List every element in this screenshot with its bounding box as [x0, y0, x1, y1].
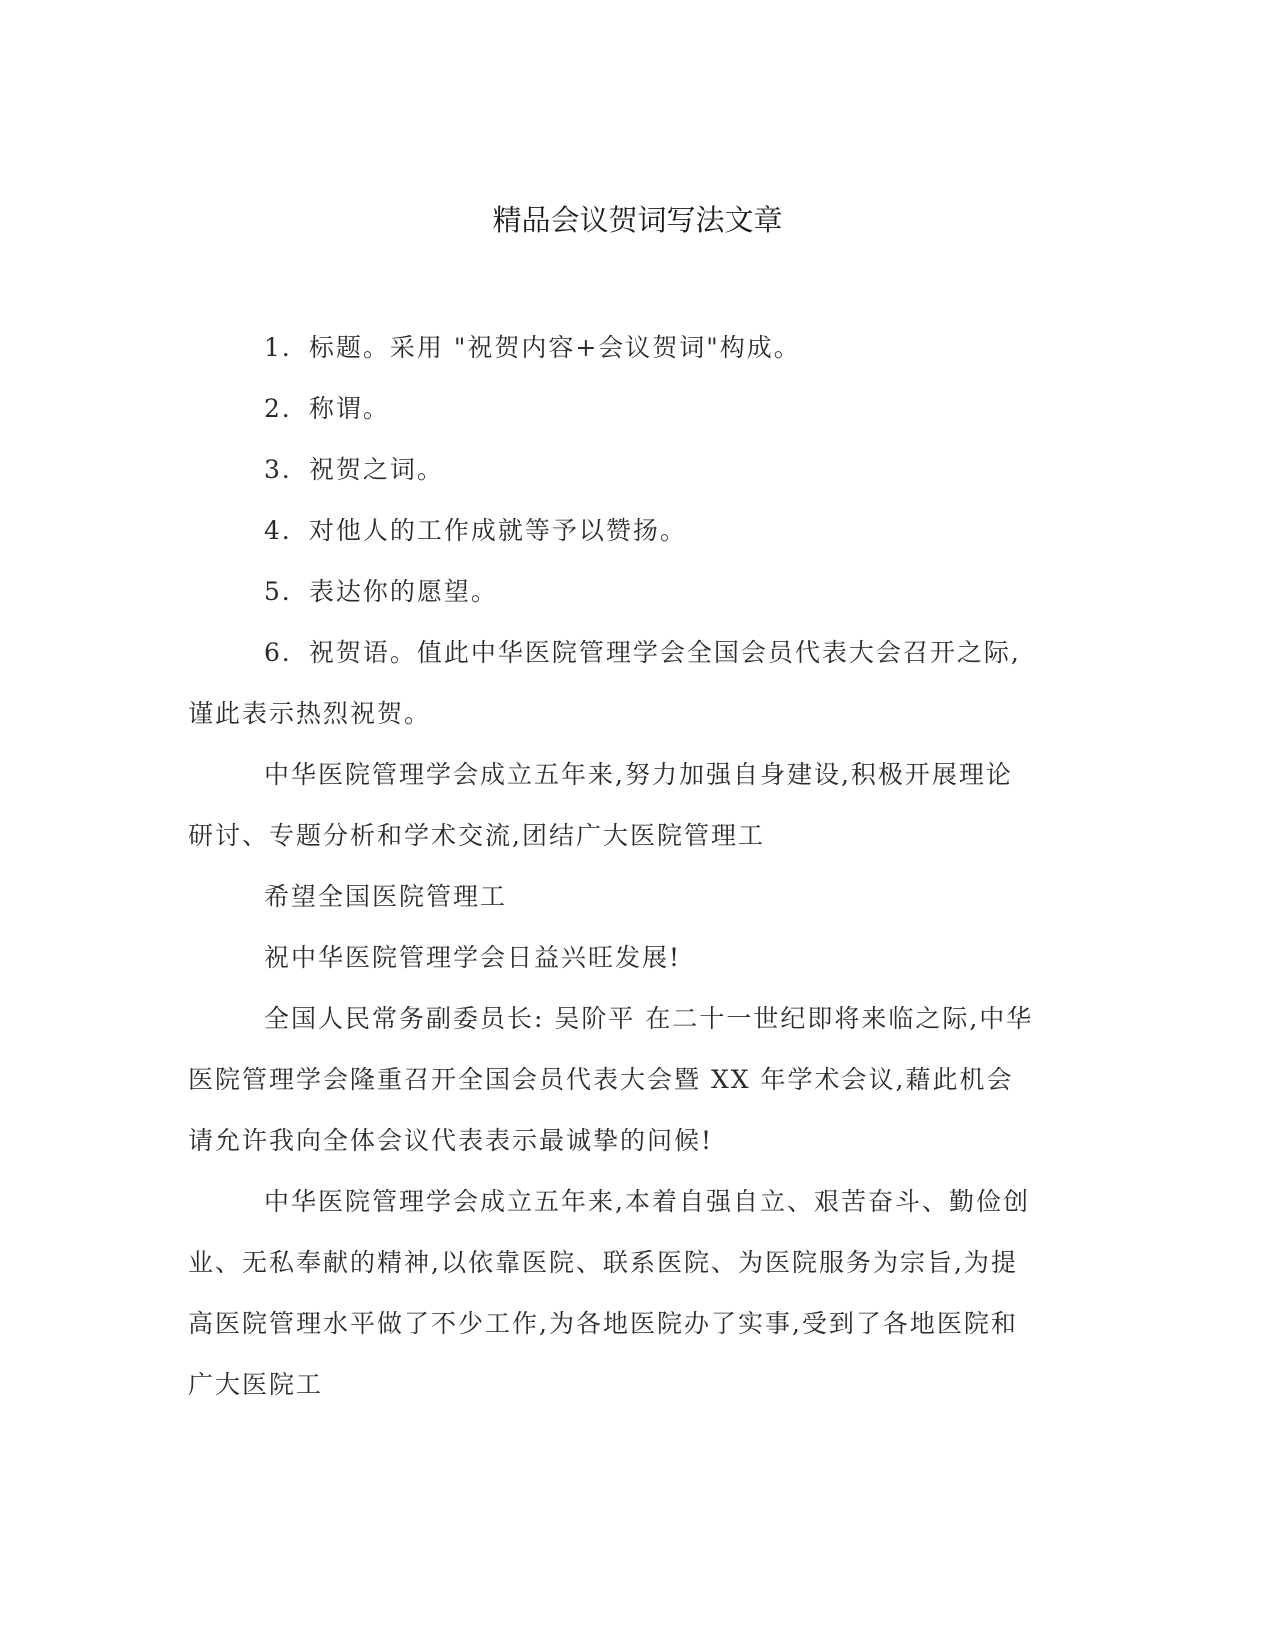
- body-line: 业、无私奉献的精神,以依靠医院、联系医院、为医院服务为宗旨,为提: [188, 1248, 1018, 1277]
- body-line: 希望全国医院管理工: [264, 882, 508, 911]
- body-line: 中华医院管理学会成立五年来,努力加强自身建设,积极开展理论: [264, 760, 1013, 789]
- body-line: 请允许我向全体会议代表表示最诚挚的问候!: [188, 1126, 714, 1155]
- document-body: [188, 317, 1078, 1415]
- body-line: 研讨、专题分析和学术交流,团结广大医院管理工: [188, 821, 765, 850]
- body-line: 祝中华医院管理学会日益兴旺发展!: [264, 943, 682, 972]
- body-line: 广大医院工: [188, 1370, 324, 1399]
- list-item-6: 6．祝贺语。值此中华医院管理学会全国会员代表大会召开之际,: [264, 638, 1021, 667]
- body-line: 高医院管理水平做了不少工作,为各地医院办了实事,受到了各地医院和: [188, 1309, 1018, 1338]
- body-line: 谨此表示热烈祝贺。: [188, 699, 432, 728]
- document-title: 精品会议贺词写法文章: [492, 203, 783, 237]
- list-item-1: 1．标题。采用 "祝贺内容+会议贺词"构成。: [264, 333, 801, 362]
- list-item-2: 2．称谓。: [264, 394, 390, 423]
- body-line: 中华医院管理学会成立五年来,本着自强自立、艰苦奋斗、勤俭创: [264, 1187, 1030, 1216]
- list-item-5: 5．表达你的愿望。: [264, 577, 498, 606]
- list-item-4: 4．对他人的工作成就等予以赞扬。: [264, 516, 687, 545]
- body-line: 全国人民常务副委员长: 吴阶平 在二十一世纪即将来临之际,中华: [264, 1004, 1034, 1033]
- body-line: 医院管理学会隆重召开全国会员代表大会暨 XX 年学术会议,藉此机会: [188, 1065, 1014, 1094]
- list-item-3: 3．祝贺之词。: [264, 455, 444, 484]
